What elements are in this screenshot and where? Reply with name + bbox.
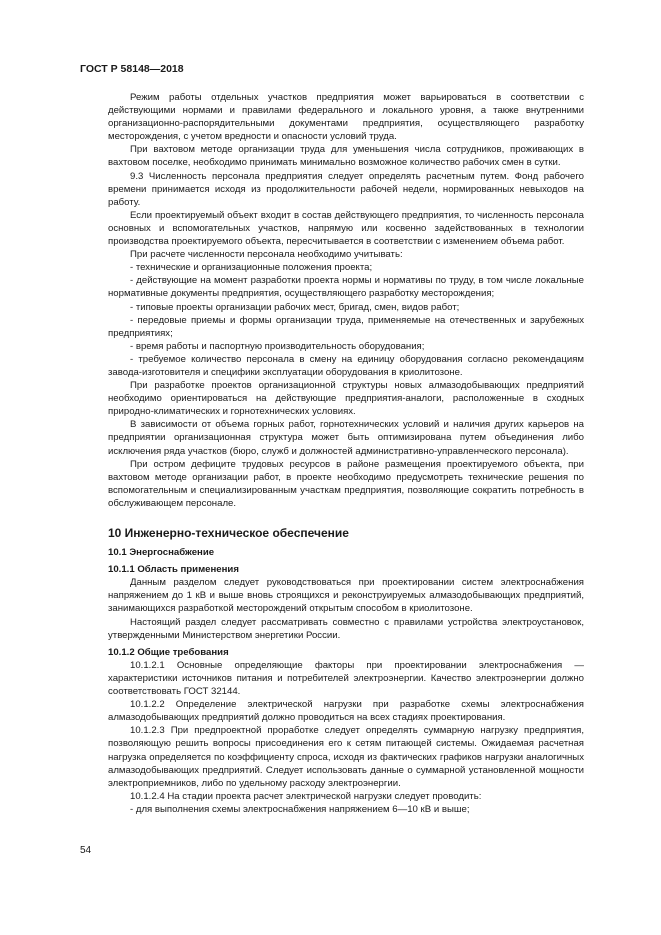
paragraph: Данным разделом следует руководствоваться при проектировании систем электроснабжения напряжением до 1 кВ и выше вновь строящихся и реконструируемых алмазодобывающих предприятий, занимающихся разработкой месторождений открытым способом в криолитозоне. bbox=[108, 577, 584, 615]
paragraph: Настоящий раздел следует рассматривать совместно с правилами устройства электроустановок, утвержденными Министерством энергетики России. bbox=[108, 616, 584, 641]
list-item: - типовые проекты организации рабочих мест, бригад, смен, видов работ; bbox=[130, 301, 460, 313]
subsection-heading: 10.1.2 Общие требования bbox=[108, 646, 229, 658]
list-item: - технические и организационные положения проекта; bbox=[130, 262, 373, 274]
paragraph: При вахтовом методе организации труда для уменьшения числа сотрудников, проживающих в вахтовом поселке, необходимо принимать минимально возможное количество рабочих смен в сутки. bbox=[108, 144, 584, 169]
list-item: - действующие на момент разработки проекта нормы и нормативы по труду, в том числе локальные нормативные документы предприятия, осуществляющего разработку месторождения; bbox=[108, 275, 584, 300]
paragraph: В зависимости от объема горных работ, горнотехнических условий и наличия других карьеров на предприятии организационная структура может быть оптимизирована путем объединения либо исключения ряда участков (бюро, служб и должностей административно-управленческого персонала). bbox=[108, 419, 584, 457]
list-item: - для выполнения схемы электроснабжения напряжением 6—10 кВ и выше; bbox=[130, 803, 470, 815]
document-header: ГОСТ Р 58148—2018 bbox=[80, 63, 184, 75]
subsection-heading: 10.1.1 Область применения bbox=[108, 564, 239, 576]
paragraph: Если проектируемый объект входит в состав действующего предприятия, то численность персонала основных и вспомогательных участков, напрямую или косвенно задействованных в технологии производства проектируемого объекта, пересчитывается в соответствии с изменением объема работ. bbox=[108, 209, 584, 248]
paragraph: 10.1.2.1 Основные определяющие факторы при проектировании электроснабжения — характеристики источников питания и потребителей электроэнергии. Качество электроэнергии должно соответствовать ГОСТ 32144. bbox=[108, 659, 584, 698]
paragraph: 10.1.2.3 При предпроектной проработке следует определять суммарную нагрузку предприятия, позволяющую решить вопросы присоединения его к сетям питающей системы. Ожидаемая расчетная нагрузка определяется по коэффициенту спроса, исходя из фактических графиков нагрузки аналогичных алмазодобывающих предприятий. Следует использовать данные о суммарной установленной мощности электроприемников, либо по удельному расходу электроэнергии. bbox=[108, 725, 584, 789]
paragraph: 10.1.2.2 Определение электрической нагрузки при разработке схемы электроснабжения алмазодобывающих предприятий должно проводиться на всех стадиях проектирования. bbox=[108, 699, 584, 724]
paragraph: При остром дефиците трудовых ресурсов в районе размещения проектируемого объекта, при вахтовом методе организации работ, в проекте необходимо предусмотреть технические решения по вспомогательным и специализированным участкам предприятия, позволяющие сократить потребность в обслуживающем персонале. bbox=[108, 458, 584, 509]
paragraph: При разработке проектов организационной структуры новых алмазодобывающих предприятий необходимо ориентироваться на действующие предприятия-аналоги, расположенные в сходных природно-климатических и горнотехнических условиях. bbox=[108, 380, 584, 418]
document-body bbox=[108, 91, 584, 816]
paragraph: 9.3 Численность персонала предприятия следует определять расчетным путем. Фонд рабочего времени принимается исходя из продолжительности рабочей недели, нормированных невыходов на работу. bbox=[108, 170, 584, 208]
paragraph: При расчете численности персонала необходимо учитывать: bbox=[130, 249, 403, 261]
list-item: - время работы и паспортную производительность оборудования; bbox=[130, 340, 425, 352]
paragraph: 10.1.2.4 На стадии проекта расчет электрической нагрузки следует проводить: bbox=[130, 790, 482, 802]
page-number: 54 bbox=[80, 845, 92, 856]
list-item: - передовые приемы и формы организации труда, применяемые на отечественных и зарубежных предприятиях; bbox=[108, 314, 584, 339]
subsection-heading: 10.1 Энергоснабжение bbox=[108, 547, 215, 559]
paragraph: Режим работы отдельных участков предприятия может варьироваться в соответствии с действующими нормами и правилами федерального и локального уровня, а также внутренними организационно-распорядительными документами предприятия, осуществляющего разработку месторождения, с учетом вредности и опасности условий труда. bbox=[108, 92, 584, 143]
list-item: - требуемое количество персонала в смену на единицу оборудования согласно рекомендациям завода-изготовителя и специфики эксплуатации оборудования в криолитозоне. bbox=[108, 353, 584, 378]
section-heading: 10 Инженерно-техническое обеспечение bbox=[108, 526, 349, 540]
